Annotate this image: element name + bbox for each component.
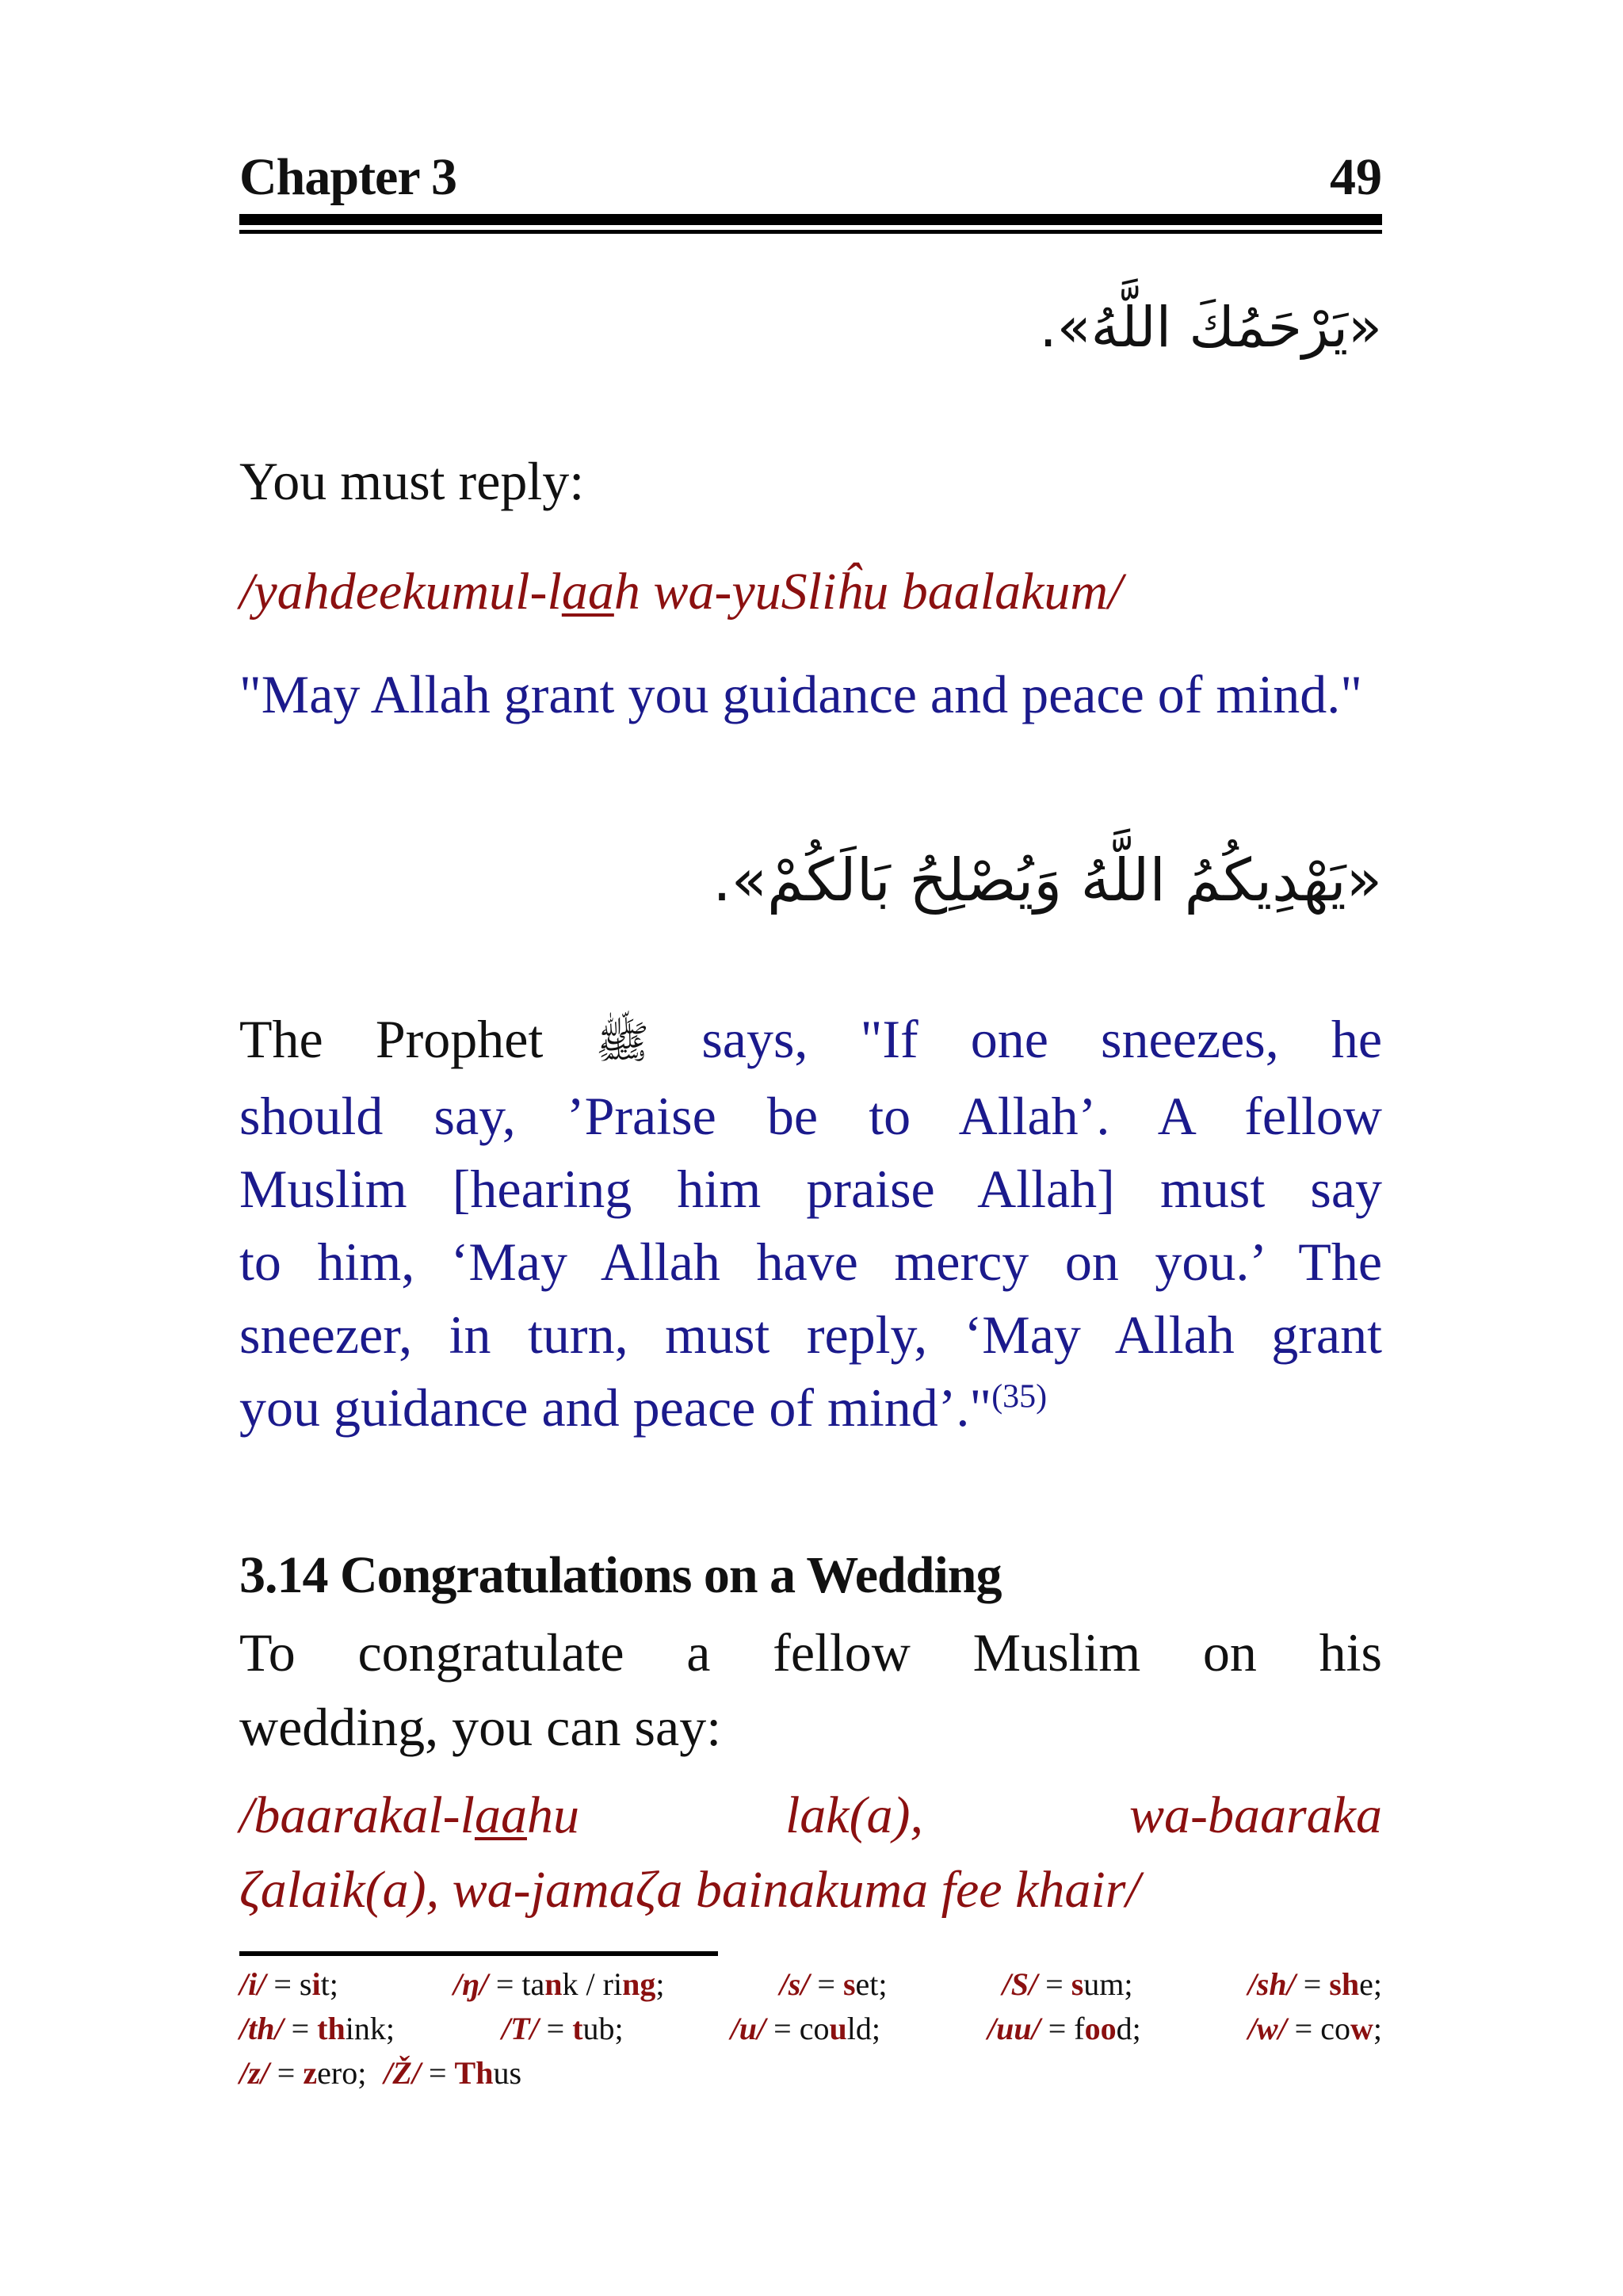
section-intro-line: To congratulate a fellow Muslim on his	[239, 1622, 1382, 1683]
legend-line	[239, 1962, 1382, 2007]
translit-underlined: aa	[474, 1786, 527, 1844]
section-intro	[239, 1615, 1382, 1764]
chapter-title: Chapter 3	[239, 148, 456, 206]
hadith-paragraph	[239, 1003, 1382, 1444]
hadith-line: sneezer, in turn, must reply, ‘May Allah grant	[239, 1305, 1382, 1365]
translit-part: hu	[526, 1786, 579, 1844]
header-rule-thick	[239, 214, 1382, 225]
legend-entry	[239, 1962, 338, 2007]
legend-example: ta	[521, 1966, 545, 2002]
legend-equals: =	[1048, 2011, 1067, 2046]
legend-example: ld;	[846, 2011, 880, 2046]
legend-highlight: Th	[454, 2055, 494, 2091]
legend-highlight: u	[829, 2011, 847, 2046]
legend-entry	[239, 2007, 395, 2051]
legend-entry	[502, 2007, 624, 2051]
legend-highlight: s	[1071, 1966, 1084, 2002]
hadith-text: you guidance and peace of mind’."	[239, 1377, 992, 1438]
legend-example: co	[1320, 2011, 1350, 2046]
legend-highlight: ng	[622, 1966, 656, 2002]
legend-example: ;	[655, 1966, 665, 2002]
translit-line: ζalaik(a), wa-jamaζa bainakuma fee khair/	[239, 1861, 1140, 1919]
arabic-phrase-yahdikum: «يَهْدِيكُمُ اللَّهُ وَيُصْلِحُ بَالَكُمْ».	[712, 846, 1382, 915]
legend-entry	[1002, 1962, 1133, 2007]
legend-highlight: th	[317, 2011, 346, 2046]
section-heading: 3.14 Congratulations on a Wedding	[239, 1546, 1002, 1604]
legend-example: t;	[320, 1966, 338, 2002]
legend-entry	[453, 1962, 664, 2007]
arabic-phrase-yarhamuk: «يَرْحَمُكَ اللَّهُ».	[1039, 295, 1382, 360]
translit-word: lak(a),	[785, 1786, 924, 1844]
salutation-symbol-icon: ﷺ	[595, 1017, 650, 1068]
legend-example: k / ri	[562, 1966, 623, 2002]
legend-equals: =	[428, 2055, 447, 2091]
legend-symbol: /ŋ/	[453, 1966, 488, 2002]
legend-example: s	[299, 1966, 312, 2002]
hadith-line: Muslim [hearing him praise Allah] must say	[239, 1159, 1382, 1219]
legend-highlight: s	[842, 1966, 856, 2002]
legend-entry	[780, 1962, 888, 2007]
legend-symbol: /s/	[779, 1966, 810, 2002]
legend-symbol: /u/	[730, 2011, 766, 2046]
legend-example: ink;	[345, 2011, 395, 2046]
header-rule-thin	[239, 230, 1382, 234]
legend-highlight: w	[1350, 2011, 1373, 2046]
legend-example: ero;	[317, 2055, 367, 2091]
translit-word: wa-baaraka	[1129, 1786, 1382, 1844]
legend-example: co	[799, 2011, 830, 2046]
pronunciation-legend	[239, 1962, 1382, 2095]
page-number: 49	[1330, 148, 1382, 206]
legend-entry	[239, 2051, 366, 2095]
hadith-line	[239, 1003, 1382, 1079]
hadith-line: should say, ’Praise be to Allah’. A fellow	[239, 1086, 1382, 1146]
hadith-lead: The Prophet	[239, 1009, 544, 1069]
translit-underlined: aa	[561, 563, 614, 621]
legend-line	[239, 2051, 1382, 2095]
legend-equals: =	[277, 2055, 296, 2091]
legend-example: et;	[855, 1966, 888, 2002]
legend-highlight: t	[572, 2011, 583, 2046]
footnote-reference[interactable]: (35)	[991, 1378, 1048, 1415]
legend-equals: =	[495, 1966, 514, 2002]
legend-highlight: z	[303, 2055, 318, 2091]
legend-example: um;	[1083, 1966, 1133, 2002]
legend-entry	[731, 2007, 880, 2051]
translit-part: h wa-yuSliĥu baalakum/	[613, 563, 1123, 621]
legend-symbol: /Ž/	[384, 2055, 421, 2091]
legend-equals: =	[291, 2011, 310, 2046]
legend-entry	[987, 2007, 1141, 2051]
legend-equals: =	[1294, 2011, 1313, 2046]
legend-entry	[1248, 2007, 1382, 2051]
legend-symbol: /z/	[239, 2055, 269, 2091]
legend-example: e;	[1359, 1966, 1382, 2002]
translit-part: /yahdeekumul-l	[239, 563, 562, 621]
transliteration-wedding	[239, 1778, 1382, 1927]
legend-equals: =	[546, 2011, 565, 2046]
legend-line	[239, 2007, 1382, 2051]
legend-example: ;	[1373, 2011, 1382, 2046]
translit-word	[239, 1778, 579, 1853]
legend-symbol: /sh/	[1247, 1966, 1296, 2002]
hadith-text: says, "If one sneezes, he	[701, 1009, 1383, 1069]
legend-symbol: /i/	[239, 1966, 266, 2002]
legend-example: us	[493, 2055, 522, 2091]
hadith-line-last	[239, 1371, 1382, 1444]
legend-highlight: i	[311, 1966, 321, 2002]
legend-symbol: /w/	[1247, 2011, 1287, 2046]
legend-equals: =	[1303, 1966, 1322, 2002]
legend-example: ub;	[582, 2011, 624, 2046]
legend-entry	[384, 2051, 521, 2095]
legend-entry	[1248, 1962, 1382, 2007]
legend-example: f	[1074, 2011, 1085, 2046]
legend-highlight: n	[544, 1966, 563, 2002]
translit-part: /baarakal-l	[239, 1786, 475, 1844]
footnote-divider	[239, 1951, 718, 1956]
transliteration-reply	[239, 555, 1382, 629]
legend-symbol: /uu/	[987, 2011, 1041, 2046]
legend-equals: =	[1045, 1966, 1064, 2002]
legend-highlight: oo	[1084, 2011, 1117, 2046]
hadith-line: to him, ‘May Allah have mercy on you.’ The	[239, 1232, 1382, 1292]
legend-symbol: /th/	[239, 2011, 284, 2046]
page-header	[239, 147, 1382, 211]
translation-reply: "May Allah grant you guidance and peace of mind."	[239, 664, 1362, 724]
legend-highlight: sh	[1329, 1966, 1360, 2002]
legend-example: d;	[1116, 2011, 1141, 2046]
reply-intro: You must reply:	[239, 451, 585, 511]
legend-symbol: /S/	[1002, 1966, 1038, 2002]
legend-symbol: /T/	[501, 2011, 539, 2046]
legend-equals: =	[273, 1966, 292, 2002]
legend-equals: =	[817, 1966, 835, 2002]
section-intro-line: wedding, you can say:	[239, 1697, 722, 1757]
legend-equals: =	[773, 2011, 792, 2046]
translit-line	[239, 1778, 1382, 1853]
